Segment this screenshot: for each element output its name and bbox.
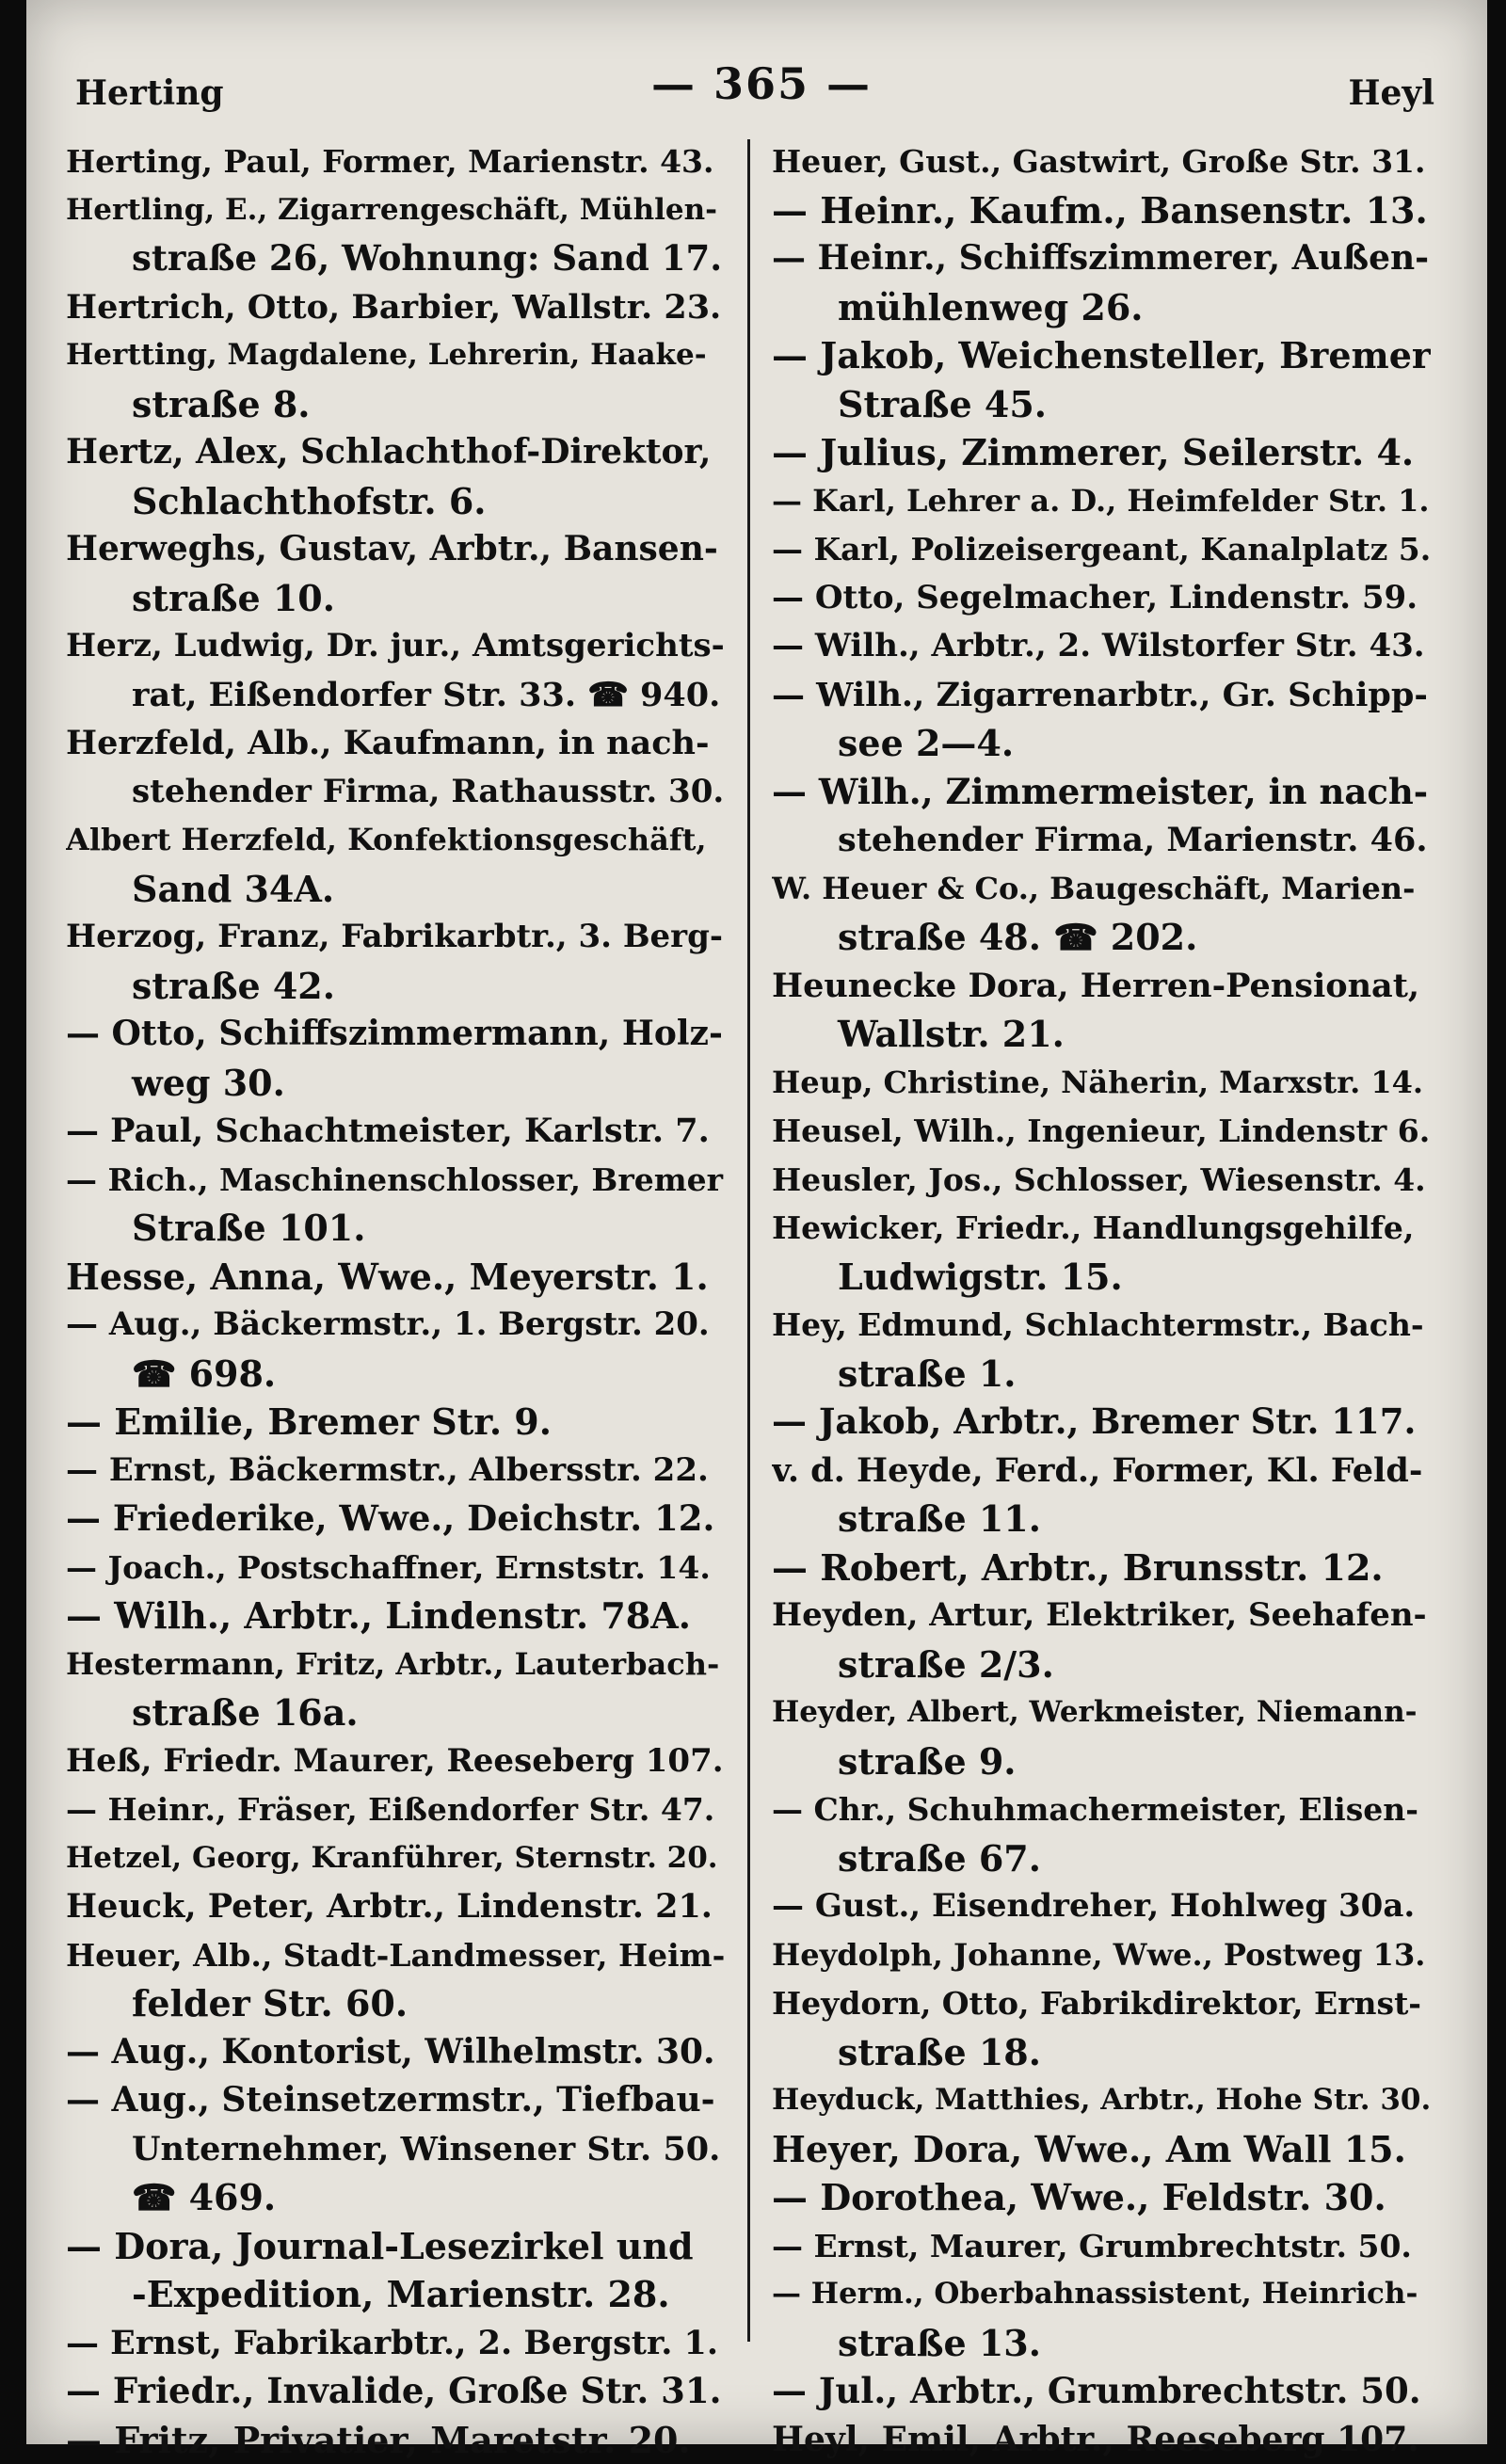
directory-columns [66,137,1478,2415]
directory-line: Heuck, Peter, Arbtr., Lindenstr. 21. [66,1882,725,1931]
directory-line: Heuer, Alb., Stadt-Landmesser, Heim- [66,1931,725,1980]
directory-line: stehender Firma, Marienstr. 46. [772,816,1431,865]
directory-line: — Julius, Zimmerer, Seilerstr. 4. [772,428,1431,477]
directory-line: — Wilh., Arbtr., Lindenstr. 78A. [66,1592,725,1640]
directory-line: — Otto, Schiffszimmermann, Holz- [66,1010,725,1059]
directory-line: Heusel, Wilh., Ingenieur, Lindenstr 6. [772,1107,1431,1156]
directory-line: W. Heuer & Co., Baugeschäft, Marien- [772,865,1431,914]
directory-line: — Karl, Lehrer a. D., Heimfelder Str. 1. [772,477,1431,526]
directory-line: — Heinr., Kaufm., Bansenstr. 13. [772,186,1431,235]
directory-line: mühlenweg 26. [772,283,1431,332]
directory-line: — Dorothea, Wwe., Feldstr. 30. [772,2173,1431,2222]
directory-line: straße 13. [772,2319,1431,2368]
directory-line: — Ernst, Fabrikarbtr., 2. Bergstr. 1. [66,2319,725,2368]
directory-line: — Jakob, Weichensteller, Bremer [772,331,1431,380]
page-header [55,55,1468,120]
directory-line: — Fritz, Privatier, Maretstr. 20. [66,2416,725,2464]
directory-line: Wallstr. 21. [772,1010,1431,1059]
directory-line: Hertting, Magdalene, Lehrerin, Haake- [66,331,725,380]
directory-line: Heyden, Artur, Elektriker, Seehafen- [772,1592,1431,1640]
directory-line: Heyduck, Matthies, Arbtr., Hohe Str. 30. [772,2076,1431,2125]
header-first-entry: Herting [75,73,224,113]
directory-line: straße 18. [772,2028,1431,2077]
directory-line: Schlachthofstr. 6. [66,477,725,526]
directory-line: Hertrich, Otto, Barbier, Wallstr. 23. [66,283,725,332]
directory-line: Heydorn, Otto, Fabrikdirektor, Ernst- [772,1979,1431,2028]
directory-line: ☎ 698. [66,1350,725,1399]
directory-line: v. d. Heyde, Ferd., Former, Kl. Feld- [772,1447,1431,1496]
directory-line: Heydolph, Johanne, Wwe., Postweg 13. [772,1931,1431,1980]
directory-line: — Chr., Schuhmachermeister, Elisen- [772,1785,1431,1834]
directory-line: — Karl, Polizeisergeant, Kanalplatz 5. [772,525,1431,574]
directory-line: rat, Eißendorfer Str. 33. ☎ 940. [66,671,725,720]
directory-line: Heuer, Gust., Gastwirt, Große Str. 31. [772,137,1431,186]
directory-line: straße 2/3. [772,1640,1431,1689]
directory-line: — Heinr., Fräser, Eißendorfer Str. 47. [66,1785,725,1834]
directory-line: Hertling, E., Zigarrengeschäft, Mühlen- [66,186,725,235]
directory-line: Straße 45. [772,380,1431,429]
left-column [66,137,725,2464]
directory-line: Hewicker, Friedr., Handlungsgehilfe, [772,1204,1431,1253]
directory-line: Heyder, Albert, Werkmeister, Niemann- [772,1688,1431,1737]
directory-line: — Wilh., Zimmermeister, in nach- [772,768,1431,817]
directory-line: Hesse, Anna, Wwe., Meyerstr. 1. [66,1253,725,1302]
directory-line: — Aug., Kontorist, Wilhelmstr. 30. [66,2028,725,2077]
directory-line: — Emilie, Bremer Str. 9. [66,1398,725,1447]
directory-line: straße 67. [772,1834,1431,1883]
directory-line: Hetzel, Georg, Kranführer, Sternstr. 20. [66,1834,725,1883]
directory-line: Heyl, Emil, Arbtr., Reeseberg 107. [772,2416,1431,2464]
directory-line: Herzog, Franz, Fabrikarbtr., 3. Berg- [66,913,725,962]
directory-line: -Expedition, Marienstr. 28. [66,2270,725,2319]
directory-line: — Wilh., Arbtr., 2. Wilstorfer Str. 43. [772,622,1431,671]
directory-line: weg 30. [66,1059,725,1108]
directory-line: Hertz, Alex, Schlachthof-Direktor, [66,428,725,477]
directory-line: straße 42. [66,962,725,1011]
directory-line: — Herm., Oberbahnassistent, Heinrich- [772,2270,1431,2319]
directory-line: — Friederike, Wwe., Deichstr. 12. [66,1495,725,1544]
directory-line: stehender Firma, Rathausstr. 30. [66,768,725,817]
directory-line: Albert Herzfeld, Konfektionsgeschäft, [66,816,725,865]
directory-line: ☎ 469. [66,2173,725,2222]
directory-line: — Ernst, Bäckermstr., Albersstr. 22. [66,1447,725,1496]
directory-line: — Wilh., Zigarrenarbtr., Gr. Schipp- [772,671,1431,720]
directory-line: Heup, Christine, Näherin, Marxstr. 14. [772,1059,1431,1108]
directory-line: Unternehmer, Winsener Str. 50. [66,2125,725,2174]
directory-line: Heusler, Jos., Schlosser, Wiesenstr. 4. [772,1156,1431,1205]
directory-line: — Otto, Segelmacher, Lindenstr. 59. [772,574,1431,623]
directory-line: Herzfeld, Alb., Kaufmann, in nach- [66,719,725,768]
directory-line: Ludwigstr. 15. [772,1253,1431,1302]
directory-line: — Joach., Postschaffner, Ernststr. 14. [66,1544,725,1592]
directory-line: — Dora, Journal-Lesezirkel und [66,2222,725,2271]
directory-line: straße 26, Wohnung: Sand 17. [66,234,725,283]
directory-line: straße 16a. [66,1688,725,1737]
directory-line: straße 11. [772,1495,1431,1544]
directory-page [26,0,1487,2444]
directory-line: — Aug., Steinsetzermstr., Tiefbau- [66,2076,725,2125]
directory-line: — Robert, Arbtr., Brunsstr. 12. [772,1544,1431,1592]
directory-line: — Rich., Maschinenschlosser, Bremer [66,1156,725,1205]
directory-line: — Friedr., Invalide, Große Str. 31. [66,2367,725,2416]
directory-line: — Heinr., Schiffszimmerer, Außen- [772,234,1431,283]
right-column [772,137,1431,2464]
directory-line: — Gust., Eisendreher, Hohlweg 30a. [772,1882,1431,1931]
directory-line: Herweghs, Gustav, Arbtr., Bansen- [66,525,725,574]
directory-line: straße 48. ☎ 202. [772,913,1431,962]
column-divider [747,139,750,2342]
directory-line: — Paul, Schachtmeister, Karlstr. 7. [66,1107,725,1156]
directory-line: Hestermann, Fritz, Arbtr., Lauterbach- [66,1640,725,1689]
directory-line: felder Str. 60. [66,1979,725,2028]
directory-line: straße 10. [66,574,725,623]
directory-line: — Aug., Bäckermstr., 1. Bergstr. 20. [66,1301,725,1350]
directory-line: Heyer, Dora, Wwe., Am Wall 15. [772,2125,1431,2174]
header-last-entry: Heyl [1348,73,1434,113]
directory-line: straße 9. [772,1737,1431,1786]
directory-line: Herz, Ludwig, Dr. jur., Amtsgerichts- [66,622,725,671]
directory-line: straße 1. [772,1350,1431,1399]
directory-line: — Jul., Arbtr., Grumbrechtstr. 50. [772,2367,1431,2416]
directory-line: Herting, Paul, Former, Marienstr. 43. [66,137,725,186]
page-number: — 365 — [55,58,1468,109]
directory-line: Heß, Friedr. Maurer, Reeseberg 107. [66,1737,725,1786]
directory-line: straße 8. [66,380,725,429]
directory-line: — Jakob, Arbtr., Bremer Str. 117. [772,1398,1431,1447]
directory-line: Straße 101. [66,1204,725,1253]
directory-line: Heunecke Dora, Herren-Pensionat, [772,962,1431,1011]
directory-line: see 2—4. [772,719,1431,768]
directory-line: Hey, Edmund, Schlachtermstr., Bach- [772,1301,1431,1350]
directory-line: Sand 34A. [66,865,725,914]
directory-line: — Ernst, Maurer, Grumbrechtstr. 50. [772,2222,1431,2271]
